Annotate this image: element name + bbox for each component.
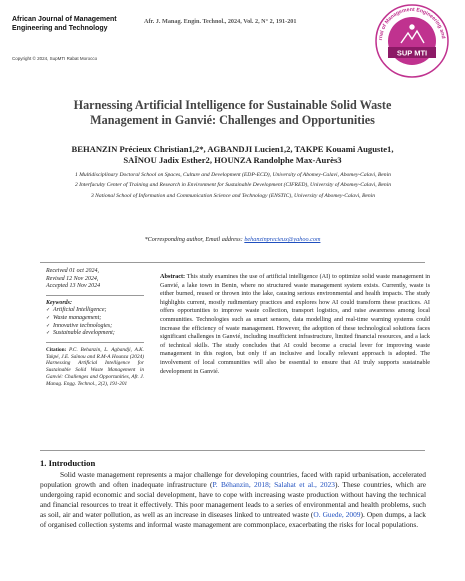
corresponding-author xyxy=(20,236,445,243)
section-heading-introduction: 1. Introduction xyxy=(40,458,96,468)
running-header-citation: Afr. J. Manag. Engin. Technol., 2024, Vol. 2, N° 2, 191-201 xyxy=(144,18,297,25)
copyright-notice: Copyright © 2024, SupMTI Rabat Morocco xyxy=(12,56,98,61)
citation-link[interactable]: O. Guede, 2009 xyxy=(313,510,361,520)
date-accepted: Accepted 13 Nov 2024 xyxy=(46,283,101,290)
keyword-item: ✓ Artificial Intelligence; xyxy=(46,307,144,315)
intro-text-1: Solid waste management represents a major challenge for developing countries, faced with rapid urbanisation, accelerated population growth and often inadequate infrastructure ( xyxy=(40,470,426,490)
header-divider xyxy=(40,262,425,263)
corresponding-label: *Corresponding author, Email address: xyxy=(144,236,245,243)
citation-text: P.C. Behanzin, L. Agbandji, A.K. Takpé, J.E. Saïnou and R.M-A Hounza (2024) Harnessing Artificial Intelligence for Sustainable Solid Waste Management in Ganvié: Challenges and Opportunities, Afr. J. Manag. Engg. Technol., 2(2), 191-201 xyxy=(46,346,144,387)
paper-title: Harnessing Artificial Intelligence for Sustainable Solid Waste Management in Ganvié: Challenges and Opportunities xyxy=(73,98,392,127)
affiliation-1: 1 Multidisciplinary Doctoral School on Spaces, Culture and Development (EDP-ECD), University of Abomey-Calavi, Abomey-Calavi, Benin xyxy=(75,172,391,178)
date-received: Received 01 oct 2024, xyxy=(46,268,99,274)
keyword-item: ✓ Innovative technologies; xyxy=(46,323,144,331)
abstract xyxy=(160,273,430,376)
logo-banner-text: SUP MTI xyxy=(396,48,428,58)
keywords-list xyxy=(46,307,144,337)
corresponding-email-link[interactable]: behanzinprecieux@yahoo.com xyxy=(244,236,321,243)
affiliation-3: 3 National School of Information and Communication Science and Technology (ENSTIC), University of Abomey-Calavi, Benin xyxy=(90,192,375,199)
introduction-paragraph xyxy=(40,470,426,531)
citation-label: Citation: xyxy=(46,346,67,353)
abstract-label: Abstract: xyxy=(160,273,186,280)
abstract-divider xyxy=(40,450,425,451)
affiliation-2: 2 Interfaculty Center of Training and Research in Environment for Sustainable Development (CIFRED), University of Abomey-Calavi, Benin xyxy=(74,182,392,189)
author-line-2: SAÏNOU Jadix Esther2, HOUNZA Randolphe Max-Aurès3 xyxy=(123,155,342,165)
logo-ring-text: rnal of Management Engineering and xyxy=(377,6,446,41)
citation-block xyxy=(46,347,144,388)
journal-logo xyxy=(374,3,450,79)
article-dates xyxy=(46,268,144,291)
sidebar-divider xyxy=(46,295,144,296)
intro-text-3: ). Open dumps, a lack of organised collection systems and informal waste management are commonplace, exacerbating the risks for local populations. xyxy=(40,510,427,530)
author-line-1: BEHANZIN Précieux Christian1,2*, AGBANDJI Lucien1,2, TAKPE Kouami Auguste1, xyxy=(71,144,394,154)
intro-text-2: ). These countries, which are undergoing rapid economic and social development, have to cope with increasing waste production without having the technical and financial resources to treat it effectively. This poor management leads to a series of environmental and health problems, such as soil, air and water pollution, as well as an increase in diseases linked to untreated waste ( xyxy=(40,480,427,520)
keyword-item: ✓ Waste management; xyxy=(46,315,144,323)
keywords-title: Keywords: xyxy=(46,299,72,306)
citation-link[interactable]: P. Béhanzin, 2018; Salahat et al., 2023 xyxy=(212,480,335,490)
sidebar-divider xyxy=(46,342,144,343)
date-revised: Revised 12 Nov 2024, xyxy=(46,275,99,282)
affiliations xyxy=(18,172,448,203)
abstract-text: This study examines the use of artificial intelligence (AI) to optimize solid waste management in Ganvié, a lake town in Benin, where no structured waste management system exists. Currently, waste is either burned, reused or thrown into the lake, causing serious environmental and health impacts. The study highlights current, mostly rudimentary practices and explores how AI could transform these practices. AI offers opportunities to improve waste collection, transport logistics, and raise awareness among local communities. Technologies such as smart sensors, data modelling and real-time warning systems could increase the efficiency of waste management. However, the adoption of these technological solutions faces significant challenges in Ganvié, including insufficient infrastructure, limited financial resources, and a lack of technical skills. The study concludes that AI could become a crucial lever for improving waste management in this region, but only if an inclusive and locally relevant approach is adopted. The involvement of local communities will also be essential to ensure that AI truly supports sustainable development in Ganvié. xyxy=(160,273,431,375)
article-info-sidebar xyxy=(46,268,144,388)
author-list xyxy=(20,144,445,166)
journal-name: African Journal of Management Engineering and Technology xyxy=(12,16,117,32)
keyword-item: ✓ Sustainable development; xyxy=(46,330,144,338)
